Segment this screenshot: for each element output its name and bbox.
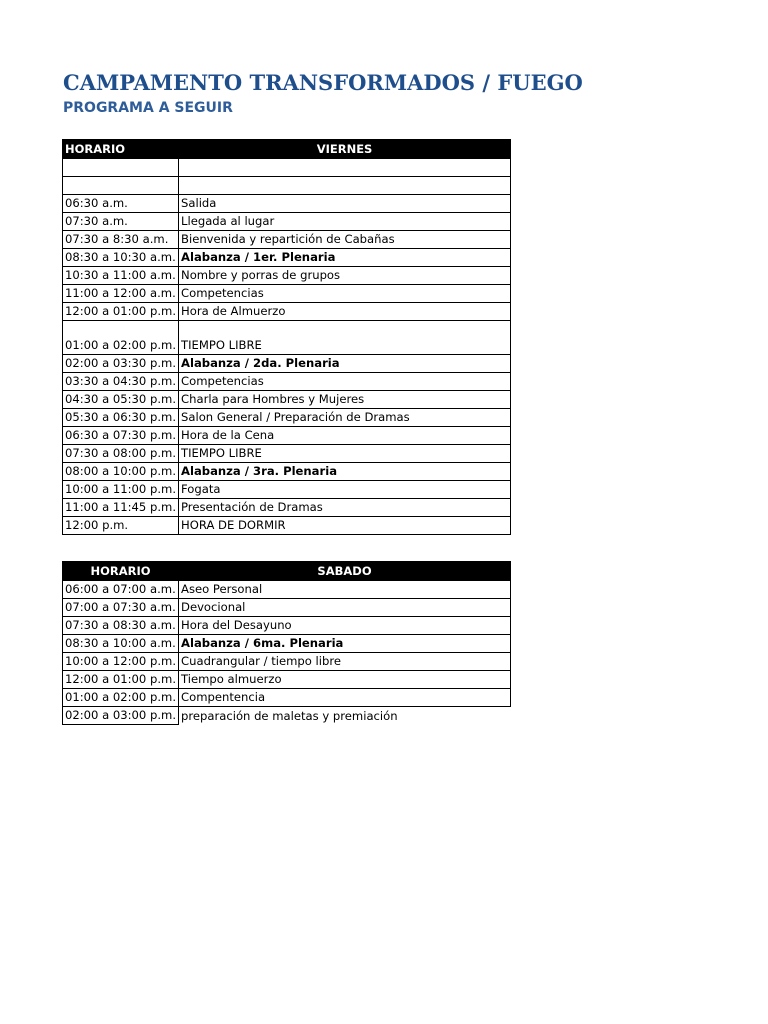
table-row xyxy=(63,391,511,409)
time-cell: 10:00 a 11:00 p.m. xyxy=(63,481,179,499)
activity-cell: HORA DE DORMIR xyxy=(179,517,511,535)
activity-cell: Fogata xyxy=(179,481,511,499)
time-cell: 06:00 a 07:00 a.m. xyxy=(63,581,179,599)
activity-cell: Bienvenida y repartición de Cabañas xyxy=(179,231,511,249)
activity-cell xyxy=(179,159,511,177)
activity-cell: Hora del Desayuno xyxy=(179,617,511,635)
table-row xyxy=(63,517,511,535)
saturday-schedule-table xyxy=(62,561,511,725)
activity-cell: Salida xyxy=(179,195,511,213)
saturday-schedule-body xyxy=(63,581,511,725)
table-row xyxy=(63,177,511,195)
time-cell: 10:30 a 11:00 a.m. xyxy=(63,267,179,285)
table-row xyxy=(63,599,511,617)
table-row xyxy=(63,159,511,177)
table-row xyxy=(63,303,511,321)
table-row xyxy=(63,463,511,481)
table-row xyxy=(63,321,511,355)
activity-cell: Nombre y porras de grupos xyxy=(179,267,511,285)
time-cell: 02:00 a 03:00 p.m. xyxy=(63,707,179,725)
time-cell: 01:00 a 02:00 p.m. xyxy=(63,689,179,707)
activity-cell: TIEMPO LIBRE xyxy=(179,321,511,355)
header-sabado: SABADO xyxy=(179,562,511,581)
time-cell: 12:00 a 01:00 p.m. xyxy=(63,671,179,689)
time-cell: 07:30 a.m. xyxy=(63,213,179,231)
time-cell xyxy=(63,177,179,195)
activity-cell: Hora de la Cena xyxy=(179,427,511,445)
activity-cell: Aseo Personal xyxy=(179,581,511,599)
friday-schedule-table xyxy=(62,139,511,535)
table-row xyxy=(63,427,511,445)
time-cell: 03:30 a 04:30 p.m. xyxy=(63,373,179,391)
time-cell: 07:30 a 08:30 a.m. xyxy=(63,617,179,635)
header-viernes: VIERNES xyxy=(179,140,511,159)
activity-cell: Devocional xyxy=(179,599,511,617)
table-row xyxy=(63,671,511,689)
activity-cell: Llegada al lugar xyxy=(179,213,511,231)
time-cell: 12:00 a 01:00 p.m. xyxy=(63,303,179,321)
table-row xyxy=(63,195,511,213)
table-header-row xyxy=(63,140,511,159)
table-row xyxy=(63,231,511,249)
activity-cell: Competencias xyxy=(179,285,511,303)
table-row xyxy=(63,355,511,373)
time-cell: 02:00 a 03:30 p.m. xyxy=(63,355,179,373)
table-row xyxy=(63,635,511,653)
time-cell: 06:30 a.m. xyxy=(63,195,179,213)
activity-cell: Alabanza / 6ma. Plenaria xyxy=(179,635,511,653)
time-cell: 01:00 a 02:00 p.m. xyxy=(63,321,179,355)
table-row xyxy=(63,213,511,231)
activity-cell: Compentencia xyxy=(179,689,511,707)
activity-cell: Hora de Almuerzo xyxy=(179,303,511,321)
activity-cell: Tiempo almuerzo xyxy=(179,671,511,689)
time-cell: 08:30 a 10:00 a.m. xyxy=(63,635,179,653)
activity-cell: Alabanza / 3ra. Plenaria xyxy=(179,463,511,481)
table-header-row xyxy=(63,562,511,581)
friday-schedule-body xyxy=(63,159,511,535)
time-cell xyxy=(63,159,179,177)
time-cell: 08:00 a 10:00 p.m. xyxy=(63,463,179,481)
time-cell: 08:30 a 10:30 a.m. xyxy=(63,249,179,267)
header-horario: HORARIO xyxy=(63,562,179,581)
table-row xyxy=(63,445,511,463)
activity-cell: Charla para Hombres y Mujeres xyxy=(179,391,511,409)
activity-cell: Alabanza / 1er. Plenaria xyxy=(179,249,511,267)
activity-cell: Salon General / Preparación de Dramas xyxy=(179,409,511,427)
time-cell: 07:30 a 08:00 p.m. xyxy=(63,445,179,463)
table-row xyxy=(63,373,511,391)
table-row xyxy=(63,267,511,285)
time-cell: 04:30 a 05:30 p.m. xyxy=(63,391,179,409)
time-cell: 05:30 a 06:30 p.m. xyxy=(63,409,179,427)
document-subtitle: PROGRAMA A SEGUIR xyxy=(63,100,233,116)
table-row xyxy=(63,653,511,671)
table-row xyxy=(63,707,511,725)
activity-cell: Cuadrangular / tiempo libre xyxy=(179,653,511,671)
activity-cell: preparación de maletas y premiación xyxy=(179,707,511,725)
table-row xyxy=(63,409,511,427)
table-row xyxy=(63,617,511,635)
activity-cell: TIEMPO LIBRE xyxy=(179,445,511,463)
time-cell: 11:00 a 12:00 a.m. xyxy=(63,285,179,303)
time-cell: 11:00 a 11:45 p.m. xyxy=(63,499,179,517)
time-cell: 07:00 a 07:30 a.m. xyxy=(63,599,179,617)
table-row xyxy=(63,249,511,267)
time-cell: 12:00 p.m. xyxy=(63,517,179,535)
document-title: CAMPAMENTO TRANSFORMADOS / FUEGO xyxy=(63,70,583,95)
table-row xyxy=(63,285,511,303)
time-cell: 07:30 a 8:30 a.m. xyxy=(63,231,179,249)
table-row xyxy=(63,689,511,707)
table-row xyxy=(63,481,511,499)
activity-cell: Competencias xyxy=(179,373,511,391)
activity-cell: Presentación de Dramas xyxy=(179,499,511,517)
time-cell: 10:00 a 12:00 p.m. xyxy=(63,653,179,671)
time-cell: 06:30 a 07:30 p.m. xyxy=(63,427,179,445)
table-row xyxy=(63,499,511,517)
table-row xyxy=(63,581,511,599)
activity-cell xyxy=(179,177,511,195)
header-horario: HORARIO xyxy=(63,140,179,159)
activity-cell: Alabanza / 2da. Plenaria xyxy=(179,355,511,373)
